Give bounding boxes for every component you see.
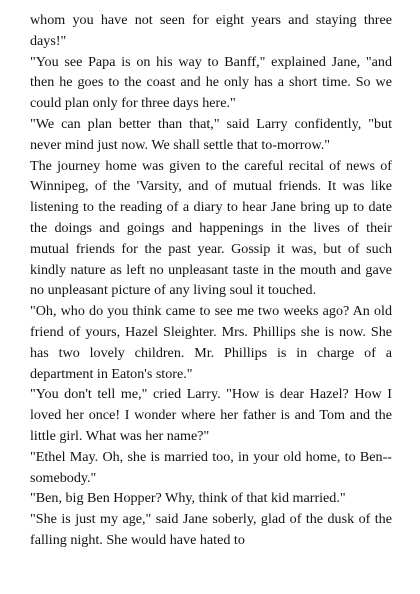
paragraph-5: "Oh, who do you think came to see me two weeks ago? An old friend of yours, Hazel Sleighter. Mrs. Phillips she is now. She has two lovely children. Mr. Phillips is in charge of a department in Eaton's store." [30,303,392,382]
document-page [30,10,392,551]
paragraph-1: whom you have not seen for eight years and staying three days!" [30,12,392,49]
paragraph-2: "You see Papa is on his way to Banff," explained Jane, "and then he goes to the coast and he only has a short time. So we could plan only for three days here." [30,53,392,112]
paragraph-6: "You don't tell me," cried Larry. "How is dear Hazel? How I loved her once! I wonder where her father is and Tom and the little girl. What was her name?" [30,386,392,444]
paragraph-9: "She is just my age," said Jane soberly, glad of the dusk of the falling night. She would have hated to [30,511,392,548]
paragraph-7: "Ethel May. Oh, she is married too, in your old home, to Ben--somebody." [30,448,392,486]
paragraph-8: "Ben, big Ben Hopper? Why, think of that kid married." [30,490,346,507]
paragraph-4: The journey home was given to the careful recital of news of Winnipeg, of the 'Varsity, and of mutual friends. It was like listening to the reading of a diary to hear Jane bring up to date the doings and goings and happenings in the lives of their mutual friends for the past year. Gossip it was, but of such kindly nature as left no unpleasant taste in the mouth and gave no unpleasant picture of any living soul it touched. [30,157,392,299]
paragraph-3: "We can plan better than that," said Larry confidently, "but never mind just now. We shall settle that to-morrow." [30,115,392,153]
